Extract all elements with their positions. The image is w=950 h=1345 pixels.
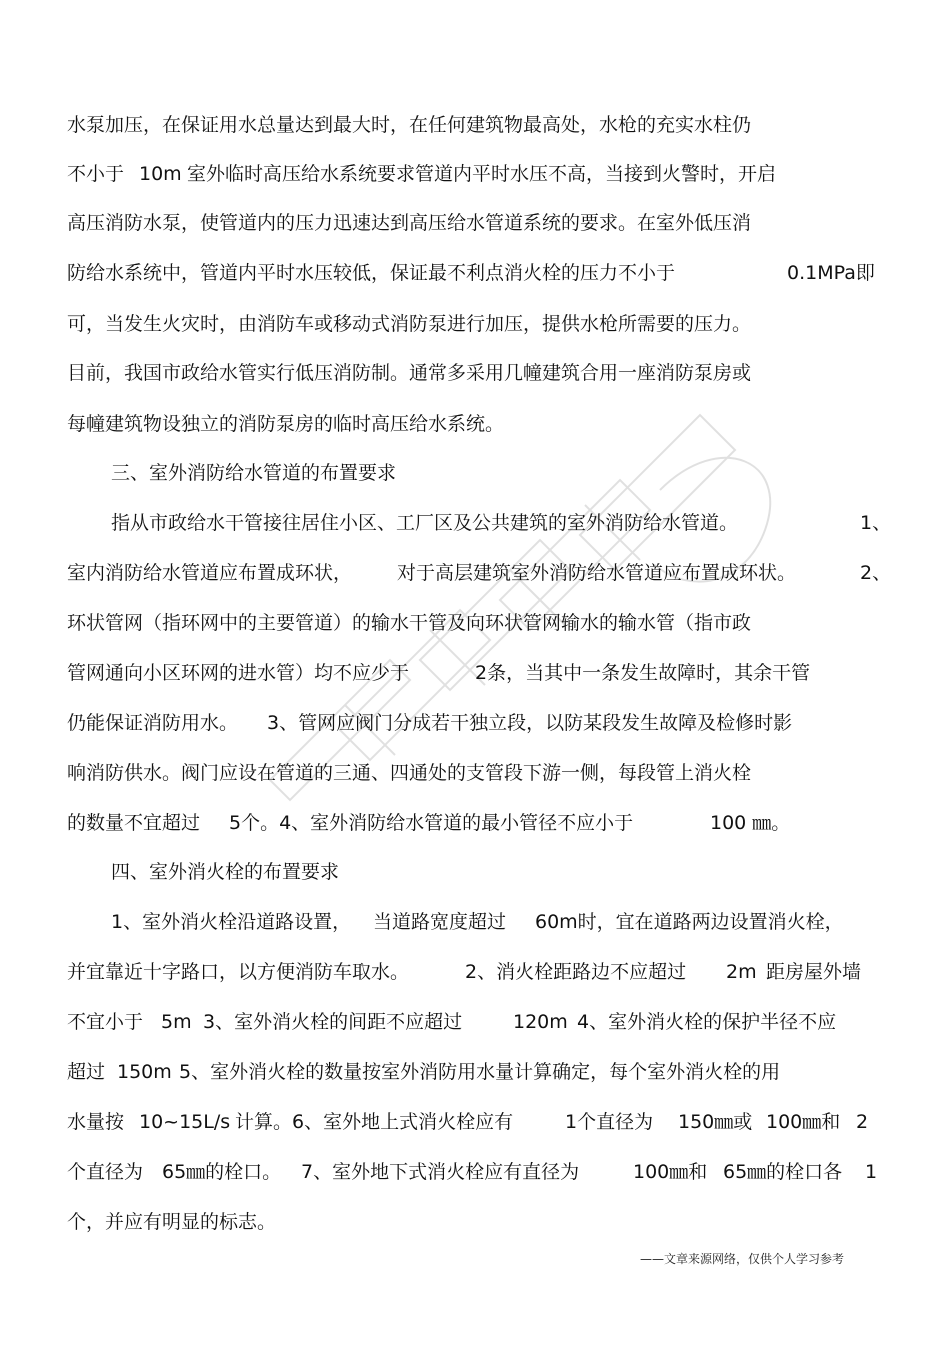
text-line [111,508,941,538]
text-segment: 距房屋外墙 [766,961,862,983]
text-line [67,309,897,339]
text-segment: 2m [726,961,757,983]
text-segment: 7、室外地下式消火栓应有直径为 [301,1161,580,1183]
text-segment: 高压消防水泵，使管道内的压力迅速达到高压给水管道系统的要求。在室外低压消 [67,212,752,234]
text-segment: 管网通向小区环网的进水管）均不应少于 [67,662,410,684]
text-segment: 5个。4、室外消防给水管道的最小管径不应小于 [229,812,634,834]
text-segment: 1、室外消火栓沿道路设置， [111,911,352,933]
text-segment: 室内消防给水管道应布置成环状， [67,562,353,584]
text-segment: 水泵加压，在保证用水总量达到最大时，在任何建筑物最高处，水枪的充实水柱仍 [67,114,752,136]
text-segment: 对于高层建筑室外消防给水管道应布置成环状。 [397,562,797,584]
text-segment: 个，并应有明显的标志。 [67,1211,277,1233]
text-segment: 2条，当其中一条发生故障时，其余干管 [475,662,811,684]
text-line [67,1107,897,1137]
text-segment: 2 [856,1111,869,1133]
text-line [67,208,897,238]
text-segment: 2、 [860,562,892,584]
text-segment: 120m [513,1011,568,1033]
text-segment: 3、室外消火栓的间距不应超过 [203,1011,463,1033]
text-segment: 目前，我国市政给水管实行低压消防制。通常多采用几幢建筑合用一座消防泵房或 [67,362,752,384]
text-line [67,409,897,439]
text-segment: 65㎜的栓口。 [162,1161,282,1183]
text-segment: 100㎜和 [766,1111,841,1133]
text-line [67,558,897,588]
text-segment: 仍能保证消防用水。 [67,712,239,734]
text-segment: 响消防供水。阀门应设在管道的三通、四通处的支管段下游一侧，每段管上消火栓 [67,762,752,784]
text-line [67,608,897,638]
text-segment: 2、消火栓距路边不应超过 [465,961,687,983]
text-segment: 个直径为 [67,1161,144,1183]
text-segment: 不小于 [67,163,125,185]
text-segment: 指从市政给水干管接往居住小区、工厂区及公共建筑的室外消防给水管道。 [111,512,739,534]
text-segment: 60m时，宜在道路两边设置消火栓， [535,911,844,933]
text-line [67,758,897,788]
text-segment: 可，当发生火灾时，由消防车或移动式消防泵进行加压，提供水枪所需要的压力。 [67,313,752,335]
section-heading-text: 三、室外消防给水管道的布置要求 [111,462,397,484]
text-line [67,1157,897,1187]
text-segment: 1个直径为 [565,1111,654,1133]
text-segment: 0.1MPa即 [787,262,875,284]
text-segment: 150m [117,1061,172,1083]
text-segment: 3、管网应阀门分成若干独立段，以防某段发生故障及检修时影 [267,712,793,734]
text-segment: 100 ㎜。 [710,812,791,834]
text-segment: 10~15L/s [139,1111,231,1133]
text-segment: 室外临时高压给水系统要求管道内平时水压不高，当接到火警时，开启 [187,163,777,185]
text-line [67,1007,897,1037]
text-segment: 的数量不宜超过 [67,812,201,834]
text-line [111,907,941,937]
text-segment: 150㎜或 [678,1111,753,1133]
text-line [67,159,897,189]
text-line [67,258,897,288]
text-segment: 防给水系统中，管道内平时水压较低，保证最不利点消火栓的压力不小于 [67,262,676,284]
section-heading-pipe-layout [111,458,941,488]
text-line [67,1057,897,1087]
text-segment: 4、室外消火栓的保护半径不应 [577,1011,837,1033]
section-heading-hydrant-layout [111,857,941,887]
text-segment: 计算。6、室外地上式消火栓应有 [235,1111,514,1133]
text-line [67,358,897,388]
text-line [67,658,897,688]
text-line [67,808,897,838]
text-line [67,708,897,738]
text-segment: 超过 [67,1061,106,1083]
text-segment: 100㎜和 [633,1161,708,1183]
text-segment: 每幢建筑物设独立的消防泵房的临时高压给水系统。 [67,413,505,435]
text-segment: 1 [865,1161,878,1183]
text-segment: 5、室外消火栓的数量按室外消防用水量计算确定，每个室外消火栓的用 [179,1061,781,1083]
text-segment: 65㎜的栓口各 [723,1161,843,1183]
text-segment: 1、 [860,512,892,534]
text-line [67,1207,897,1237]
text-segment: 并宜靠近十字路口，以方便消防车取水。 [67,961,410,983]
text-segment: 环状管网（指环网中的主要管道）的输水干管及向环状管网输水的输水管（指市政 [67,612,752,634]
text-segment: 当道路宽度超过 [373,911,507,933]
source-note: ——文章来源网络，仅供个人学习参考 [640,1252,845,1266]
text-segment: 10m [139,163,182,185]
text-segment: 不宜小于 [67,1011,144,1033]
text-line [67,957,897,987]
text-line [67,110,897,140]
section-heading-text: 四、室外消火栓的布置要求 [111,861,340,883]
text-segment: 水量按 [67,1111,125,1133]
text-segment: 5m [161,1011,192,1033]
